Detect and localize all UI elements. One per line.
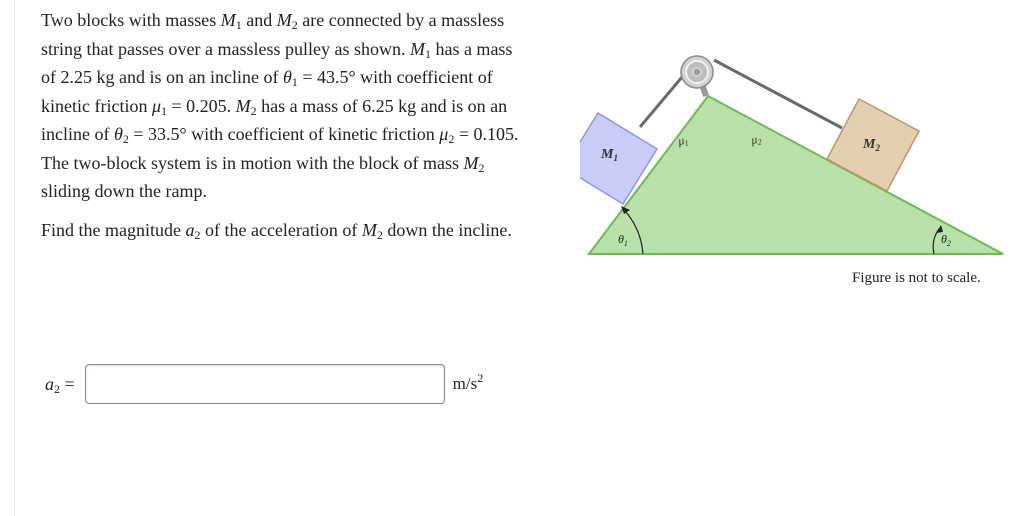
mu2-label: μ2 — [749, 132, 763, 148]
problem-paragraph-1: Two blocks with masses $M_1$ and $M_2$ are connected by a massless string that passes over a massless pulley as shown. $M_1$ has a mass of 2.25 kg and is on an incline of $\theta_1 = 43.5^\circ$ with coefficient of kinetic friction $\mu_1 = 0.205$. $M_2$ has a mass of 6.25 kg and is on an incline of $\theta_2 = 33.5^\circ$ with coefficient of kinetic friction $\mu_2 = 0.105$. The two-block system is in motion with the block of mass $M_2$ sliding down the ramp. — [41, 10, 519, 201]
answer-row — [45, 362, 483, 406]
svg-text:M1: $M_1$ — [601, 147, 618, 163]
pulley — [681, 56, 713, 88]
theta1-label: $\theta_1$ — [618, 232, 628, 248]
incline-diagram — [580, 40, 1010, 265]
page-left-border — [14, 0, 15, 516]
answer-input[interactable] — [85, 364, 445, 404]
answer-unit: $m/s^2$ — [452, 371, 484, 393]
problem-statement — [41, 6, 521, 244]
mu1-label: μ1 — [676, 133, 690, 149]
problem-question: Find the magnitude $a_2$ of the acceleration of $M_2$ down the incline. — [41, 219, 512, 242]
answer-variable-label: $a_2$ = — [45, 373, 75, 396]
figure-caption: Figure is not to scale. — [852, 270, 981, 286]
theta2-label: $\theta_2$ — [941, 232, 951, 248]
svg-text:M2: $M_2$ — [863, 137, 880, 153]
